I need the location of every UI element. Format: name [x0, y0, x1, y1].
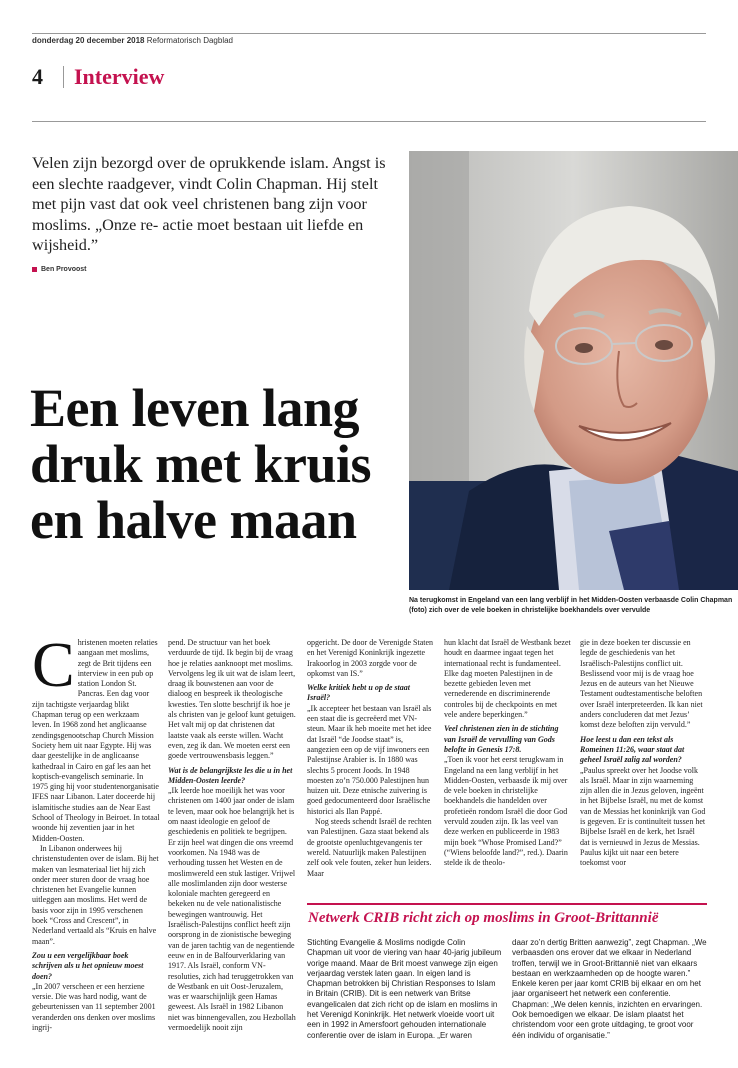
- interview-question: Hoe leest u dan een tekst als Romeinen 11:26, waar staat dat geheel Israël zalig zal worden?: [580, 734, 685, 765]
- paragraph: „Ik accepteer het bestaan van Israël als een staat die is gecreëerd met VN-steun. Maar ik heb moeite met het idee dat Israël “de Joodse staat” is, aangezien een op de vijf inwoners een Palestijnse Arabier is. In 1880 was slechts 5 procent Joods. In 1948 moesten zo’n 750.000 Palestijnen hun huizen uit. Deze etnische zuivering is goed gedocumenteerd door Israëlische historici als Ilan Pappé.: [307, 703, 432, 816]
- paragraph: gie in deze boeken ter discussie en legde de geschiedenis van het Israëlisch-Palestijns conflict uit. Beslissend voor mij is de vraag hoe Jezus en de auteurs van het Nieuwe Testament oudtestamentische beloften over Israël interpreteerden. Ik kan niet anders concluderen dat met Jezus’ komst deze beloften zijn vervuld.”: [580, 638, 703, 730]
- interview-question: Welke kritiek hebt u op de staat Israël?: [307, 683, 410, 703]
- article-column-2: [168, 638, 296, 1033]
- article-column-1: [32, 629, 160, 1033]
- byline-square-icon: [32, 267, 37, 272]
- intro-lead: Velen zijn bezorgd over de oprukkende islam. Angst is een slechte raadgever, vindt Colin Chapman. Hij stelt met pijn vast dat ook veel christenen bang zijn voor moslims. „Onze re- actie moet bestaan uit liefde en wijsheid.”: [32, 154, 386, 254]
- article-column-4: [444, 638, 572, 869]
- box-column-right: daar zo’n dertig Britten aanwezig”, zegt Chapman. „We verbaasden ons erover dat we elkaar in Nederland troffen, terwijl we in Groot-Brittannië niet van elkaars bestaan en werkzaamheden op de hoogte waren.” Enkele keren per jaar komt CRIB bij elkaar en om het jaar organiseert het netwerk een conferentie. Chapman: „We delen kennis, inzichten en ervaringen. Ook bemoedigen we elkaar. De islam plaatst het christendom voor een grote uitdaging, te groot voor één individu of organisatie.”: [512, 938, 707, 1040]
- photo-caption: Na terugkomst in Engeland van een lang verblijf in het Midden-Oosten verbaasde Colin Chapman (foto) zich over de vele boeken in christelijke boekhandels over vervulde: [409, 597, 733, 614]
- box-top-rule: [307, 903, 707, 905]
- paragraph: „Toen ik voor het eerst terugkwam in Engeland na een lang verblijf in het Midden-Oosten, verbaasde ik mij over de vele boeken in christelijke boekhandels die handelden over profetieën rondom Israël die door God vervuld zouden zijn. Ik las veel van deze werken en publiceerde in 1983 mijn boek “Whose Promised Land?” (“Wiens beloofde land?”, red.). Daarin stelde ik de theolo-: [444, 755, 568, 868]
- paragraph: „Ik leerde hoe moeilijk het was voor christenen om 1400 jaar onder de islam te leven, maar ook hoe belangrijk het is om naast ideologie en geloof de geschiedenis en politiek te begrijpen. Er zijn heel wat dingen die ons vreemd voorkomen. Na 1948 was de verhouding tussen het Westen en de moslimwereld een stuk lastiger. Vrijwel alle moslimlanden zijn door westerse koloniale machten geregeerd en bekeken nu de vele nationalistische bewegingen wantrouwig. Het Israëlisch-Palestijns conflict heeft zijn oorsprong in de zionistische beweging van de jaren tachtig van de negentiende eeuw en in de Balfourverklaring van 1917. Als Israël, conform VN-resoluties, zich had teruggetrokken van de Westbank en uit Oost-Jeruzalem, was er waarschijnlijk geen Hamas geweest. Als Israël in 1982 Libanon niet was binnengevallen, zou Hezbollah vermoedelijk nooit zijn: [168, 786, 296, 1032]
- date: donderdag 20 december 2018: [32, 36, 145, 45]
- top-rule: [32, 33, 706, 34]
- interview-question: Wat is de belangrijkste les die u in het Midden-Oosten leerde?: [168, 765, 293, 785]
- paragraph: „Paulus spreekt over het Joodse volk als Israël. Maar in zijn waarneming zijn allen die in Jezus geloven, ingeënt in het Bijbelse Israël, nu met de komst van de Messias het koninkrijk van God is gegeven. Er is continuïteit tussen het Bijbelse Israël en de kerk, het Israël dat is vernieuwd in Jezus de Messias. Paulus kijkt uit naar een betere toekomst voor: [580, 765, 706, 868]
- article-column-5: [580, 638, 706, 869]
- page-number: 4: [32, 64, 43, 89]
- section-title: Interview: [74, 64, 165, 89]
- opening-paragraph: hristenen moeten relaties aangaan met moslims, zegt de Brit tijdens een interview in een pub op station London St. Pancras. Een dag voor zijn tachtigste verjaardag blikt Chapman terug op een werkzaam leven. In 1968 zond het anglicaanse zendingsgenootschap Church Mission Society hem uit naar Egypte. Hij was daar geestelijke in de anglicaanse kathedraal in Cairo en gaf les aan het koptisch-evangelisch seminarie. In 1975 ging hij voor studentenorganisatie IFES naar Libanon. Later doceerde hij islamitische studies aan de Near East School of Theology in Beiroet. In totaal woonde hij zeventien jaar in het Midden-Oosten.: [32, 638, 160, 843]
- paragraph: opgericht. De door de Verenigde Staten en het Verenigd Koninkrijk ingezette Irakoorlog in 2003 zorgde voor de opkomst van IS.”: [307, 638, 434, 678]
- author-byline: [32, 266, 87, 273]
- drop-cap: C: [32, 629, 75, 700]
- section-rule: [32, 121, 706, 122]
- paragraph: hun klacht dat Israël de Westbank bezet houdt en daarmee ingaat tegen het internationaal recht is fundamenteel. Elke dag moeten Palestijnen in de bezette gebieden leven met vernederende en discriminerende controles bij de checkpoints en met vele andere beperkingen.”: [444, 638, 571, 720]
- page-separator: [63, 66, 64, 88]
- publication-name: Reformatorisch Dagblad: [146, 36, 233, 45]
- paragraph: pend. De structuur van het boek verduurde de tijd. Ik begin bij de vraag hoe je relaties aanknoopt met moslims. Vervolgens leg ik uit wat de islam leert, draag ik bouwstenen aan voor de dialoog en bespreek ik theologische kwesties. Ten slotte beschrijf ik hoe je als christen van je geloof kunt getuigen. Het valt mij op dat christenen dat laatste vaak als eerste willen. Wacht even, zeg ik dan. We moeten eerst een goede vertrouwensbasis leggen.”: [168, 638, 296, 761]
- headline: Een leven lang druk met kruis en halve maan: [30, 378, 372, 550]
- box-title: Netwerk CRIB richt zich op moslims in Groot-Brittannië: [308, 910, 659, 926]
- portrait-illustration: [409, 151, 738, 590]
- article-column-3: [307, 638, 435, 879]
- box-column-left: Stichting Evangelie & Moslims nodigde Colin Chapman uit voor de viering van haar 40-jarig jubileum vorige maand. Maar de Brit moest vanwege zijn eigen verjaardag verstek laten gaan. In eigen land is Chapman betrokken bij Christian Responses to Islam in Britain (CRIB). Dit is een netwerk van Britse evangelicalen dat zich richt op de islam en moslims in het Verenigd Koninkrijk. Het netwerk vloeide voort uit een in 1992 in Amersfoort gehouden internationale conferentie over de islam in Europa. „Er waren: [307, 938, 502, 1040]
- paragraph: Nog steeds schendt Israël de rechten van Palestijnen. Gaza staat bekend als de grootste openluchtgevangenis ter wereld. Natuurlijk maken Palestijnen zelf ook vele fouten, zeker hun leiders. Maar: [307, 817, 432, 878]
- portrait-photo: [409, 151, 738, 590]
- author-name: Ben Provoost: [41, 266, 87, 273]
- interview-question: Veel christenen zien in de stichting van Israël de vervulling van Gods belofte in Genesis 17:8.: [444, 724, 559, 754]
- paragraph: „In 2007 verscheen er een herziene versie. Die was hard nodig, want de gebeurtenissen van 11 september 2001 veranderden ons denken over moslims ingrij-: [32, 981, 156, 1032]
- paragraph: In Libanon onderwees hij christenstudenten over de islam. Bij het maken van lesmateriaal liet hij zich onder meer sturen door de vraag hoe christenen het Evangelie kunnen uitleggen aan moslims. Het werd de basis voor zijn in 1995 verschenen boek “Cross and Crescent”, in Nederland vertaald als “Kruis en halve maan”.: [32, 843, 159, 946]
- paragraph: [32, 629, 160, 844]
- interview-question: Zou u een vergelijkbaar boek schrijven als u het opnieuw moest doen?: [32, 950, 144, 981]
- dateline: [32, 36, 233, 45]
